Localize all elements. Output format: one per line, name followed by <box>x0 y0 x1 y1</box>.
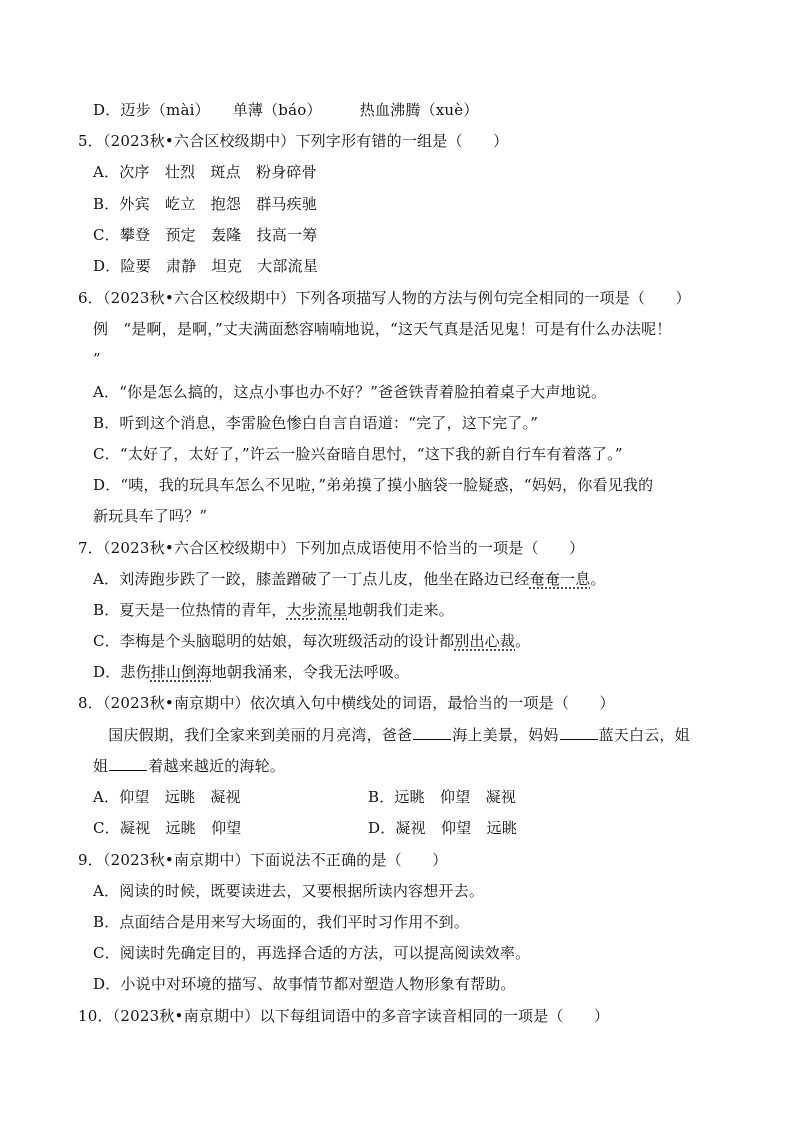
q8-option-b: B．远眺 仰望 凝视 <box>368 788 517 806</box>
q7-option-c <box>93 631 530 651</box>
option-text: B．夏天是一位热情的青年， <box>93 601 287 619</box>
q4-option-d: D．迈步（mài） 单薄（báo） 热血沸腾（xuè） <box>93 101 479 119</box>
q9-stem: 9．（2023秋•南京期中）下面说法不正确的是（ ） <box>78 851 448 869</box>
dotted-idiom: 奄奄一息 <box>529 570 591 588</box>
q10-stem: 10．（2023秋•南京期中）以下每组词语中的多音字读音相同的一项是（ ） <box>78 1007 610 1025</box>
option-text: 地朝我涌来，令我无法呼吸。 <box>211 663 410 681</box>
q9-option-a: A．阅读的时候，既要读进去，又要根据所读内容想开去。 <box>93 882 485 900</box>
q8-option-a: A．仰望 远眺 凝视 <box>93 788 241 806</box>
q6-example-line1: 例 “是啊，是啊，”丈夫满面愁容喃喃地说，“这天气真是活见鬼！可是有什么办法呢！ <box>93 320 672 338</box>
passage-text: 国庆假期，我们全家来到美丽的月亮湾，爸爸 <box>93 726 413 744</box>
q8-stem: 8．（2023秋•南京期中）依次填入句中横线处的词语，最恰当的一项是（ ） <box>78 694 615 712</box>
passage-text: 着越来越近的海轮。 <box>148 757 286 775</box>
q5-option-d: D．险要 肃静 坦克 大部流星 <box>93 257 319 275</box>
q6-stem: 6．（2023秋•六合区校级期中）下列各项描写人物的方法与例句完全相同的一项是（ ） <box>78 289 691 307</box>
q7-option-a <box>93 569 606 589</box>
dotted-idiom: 别出心裁 <box>454 632 516 650</box>
option-text: 。 <box>515 632 531 650</box>
passage-text: 海上美景，妈妈 <box>452 726 559 744</box>
q7-stem: 7．（2023秋•六合区校级期中）下列加点成语使用不恰当的一项是（ ） <box>78 539 585 557</box>
q6-option-b: B．听到这个消息，李雷脸色惨白自言自语道：“完了，这下完了。” <box>93 414 539 432</box>
q7-option-d <box>93 662 409 682</box>
dotted-idiom: 排山倒海 <box>150 663 212 681</box>
q6-option-d: D．“咦，我的玩具车怎么不见啦，”弟弟摸了摸小脑袋一脸疑惑，“妈妈，你看见我的 <box>93 476 654 494</box>
option-text: 。 <box>590 570 606 588</box>
option-text: D．悲伤 <box>93 663 151 681</box>
option-text: A．刘涛跑步跌了一跤，膝盖蹭破了一丁点儿皮，他坐在路边已经 <box>93 570 530 588</box>
fill-blank <box>413 725 451 740</box>
q5-option-c: C．攀登 预定 轰隆 技高一筹 <box>93 226 318 244</box>
q5-option-a: A．次序 壮烈 斑点 粉身碎骨 <box>93 163 317 181</box>
q8-passage-line2 <box>93 756 285 776</box>
q7-option-b <box>93 600 454 620</box>
q9-option-b: B．点面结合是用来写大场面的，我们平时习作用不到。 <box>93 913 470 931</box>
q6-example-line2: ” <box>93 350 101 368</box>
option-text: 地朝我们走来。 <box>347 601 454 619</box>
q6-option-a: A．“你是怎么搞的，这点小事也办不好？”爸爸铁青着脸拍着桌子大声地说。 <box>93 383 607 401</box>
dotted-idiom: 大步流星 <box>286 601 348 619</box>
q5-option-b: B．外宾 屹立 抱怨 群马疾驰 <box>93 195 318 213</box>
passage-text: 姐 <box>93 757 109 775</box>
fill-blank <box>109 756 147 771</box>
passage-text: 蓝天白云，姐 <box>598 726 690 744</box>
q6-option-d-continued: 新玩具车了吗？” <box>93 507 208 525</box>
q8-option-c: C．凝视 远眺 仰望 <box>93 819 242 837</box>
q9-option-d: D．小说中对环境的描写、故事情节都对塑造人物形象有帮助。 <box>93 975 516 993</box>
q8-passage-line1 <box>93 725 690 745</box>
q5-stem: 5．（2023秋•六合区校级期中）下列字形有错的一组是（ ） <box>78 132 509 150</box>
q8-option-d: D．凝视 仰望 远眺 <box>368 819 518 837</box>
fill-blank <box>560 725 598 740</box>
q6-option-c: C．“太好了，太好了，”许云一脸兴奋暗自思忖，“这下我的新自行车有着落了。” <box>93 445 623 463</box>
option-text: C．李梅是个头脑聪明的姑娘，每次班级活动的设计都 <box>93 632 455 650</box>
q9-option-c: C．阅读时先确定目的，再选择合适的方法，可以提高阅读效率。 <box>93 944 531 962</box>
